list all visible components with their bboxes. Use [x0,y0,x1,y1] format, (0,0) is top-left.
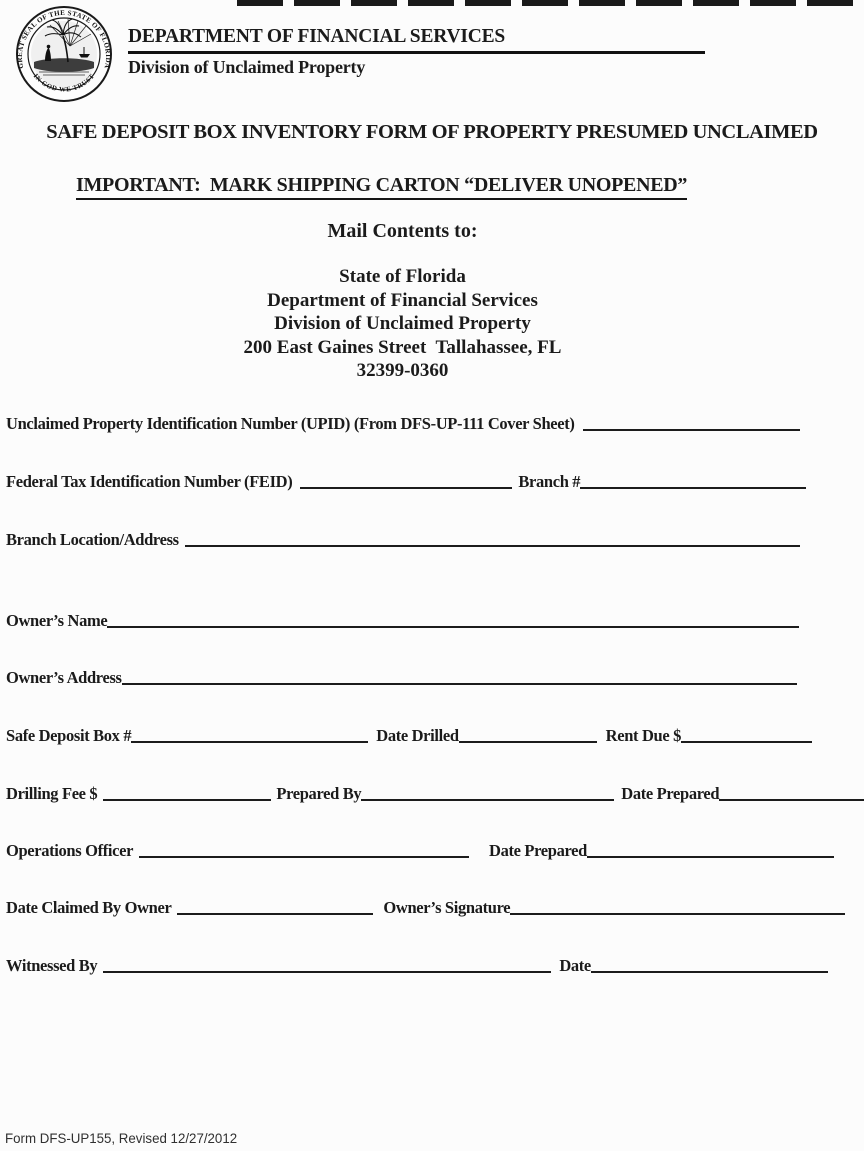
seal-top-text: GREAT SEAL OF THE STATE OF FLORIDA [15,8,113,70]
field-label: Branch Location/Address [6,530,179,549]
field-label: Owner’s Signature [383,898,511,917]
feid-blank[interactable] [300,473,512,489]
address-line: 32399-0360 [356,360,449,381]
department-title: DEPARTMENT OF FINANCIAL SERVICES [128,26,705,54]
field-label: Owner’s Address [6,668,122,687]
field-label: Date Prepared [489,841,587,860]
owners-signature-blank[interactable] [510,899,845,915]
address-line: State of Florida [339,266,466,287]
date-prepared-blank[interactable] [719,785,864,801]
field-label: Prepared By [276,784,362,803]
field-label: Operations Officer [6,841,134,860]
form-row [6,725,812,746]
form-main-title: SAFE DEPOSIT BOX INVENTORY FORM OF PROPERTY PRESUMED UNCLAIMED [46,121,818,143]
drilling-fee-blank[interactable] [103,785,271,801]
seal-graphic [10,4,118,104]
date-drilled-blank[interactable] [459,727,597,743]
seal-bottom-text: IN GOD WE TRUST [31,72,97,94]
form-row [6,897,845,918]
field-label: Date [559,956,591,975]
field-label: Date Claimed By Owner [6,898,172,917]
form-row [6,955,828,976]
address-line: 200 East Gaines Street Tallahassee, FL [243,336,562,358]
field-label: Date Prepared [621,784,720,803]
field-label: Witnessed By [6,956,98,975]
owners-address-blank[interactable] [122,669,797,685]
form-row [6,840,834,861]
field-label: Federal Tax Identification Number (FEID) [6,472,293,491]
form-number-footer: Form DFS-UP155, Revised 12/27/2012 [5,1130,238,1146]
scan-artifact-dashes [237,0,864,6]
officer-date-prepared-blank[interactable] [587,842,834,858]
form-row [6,667,797,688]
branch-location-blank[interactable] [185,531,800,547]
witness-date-blank[interactable] [591,957,828,973]
owners-name-blank[interactable] [107,612,799,628]
division-subtitle: Division of Unclaimed Property [128,57,366,77]
safe-deposit-box-number-blank[interactable] [131,727,368,743]
operations-officer-blank[interactable] [139,842,469,858]
upid-blank[interactable] [583,415,800,431]
form-row [6,783,864,804]
address-line: Department of Financial Services [267,289,538,311]
field-label: Drilling Fee $ [6,784,98,803]
form-row [6,413,800,434]
field-label: Date Drilled [376,726,459,745]
form-row [6,529,800,550]
seal-ground [34,58,94,72]
field-label: Safe Deposit Box # [6,726,132,745]
form-row [6,471,806,492]
date-claimed-blank[interactable] [177,899,373,915]
field-label: Rent Due $ [605,726,681,745]
mail-contents-heading: Mail Contents to: [327,220,478,242]
witnessed-by-blank[interactable] [103,957,551,973]
address-line: Division of Unclaimed Property [274,313,531,334]
form-row [6,610,799,631]
letterhead [128,26,705,78]
field-label: Unclaimed Property Identification Number (UPID) (From DFS-UP-111 Cover Sheet) [6,414,575,433]
branch-number-blank[interactable] [580,473,806,489]
prepared-by-blank[interactable] [361,785,614,801]
field-label: Owner’s Name [6,611,108,630]
field-label: Branch # [518,472,581,491]
important-notice: IMPORTANT: MARK SHIPPING CARTON “DELIVER UNOPENED” [76,174,687,200]
mailing-address-block [0,265,805,383]
rent-due-blank[interactable] [681,727,812,743]
florida-state-seal [10,4,118,104]
